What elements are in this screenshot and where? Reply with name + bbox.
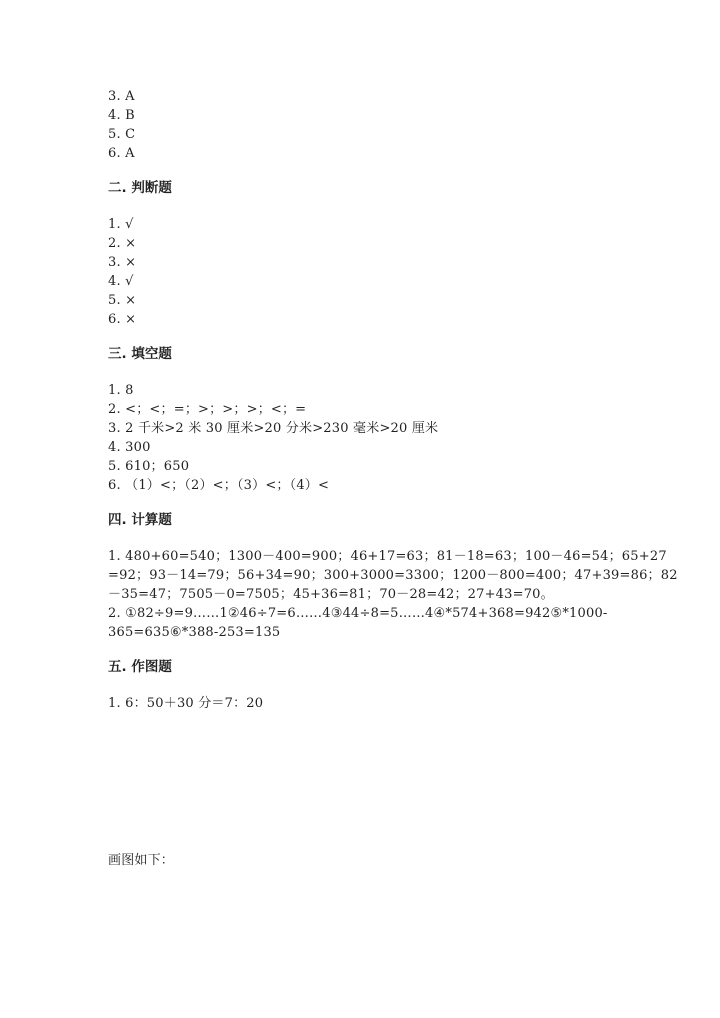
- section5-item-1: 1. 6：50＋30 分＝7：20: [108, 696, 264, 711]
- section3-item-5: 5. 610；650: [108, 459, 190, 474]
- section2-heading: 二. 判断题: [108, 180, 172, 196]
- section3-item-3: 3. 2 千米>2 米 30 厘米>20 分米>230 毫米>20 厘米: [108, 421, 439, 436]
- section3-item-4: 4. 300: [108, 440, 151, 455]
- section2-item-3: 3. ×: [108, 255, 137, 270]
- drawing-note: 画图如下：: [108, 853, 175, 868]
- section3-heading: 三. 填空题: [108, 346, 172, 362]
- section1-item-6: 6. A: [108, 146, 135, 161]
- section4-heading: 四. 计算题: [108, 512, 172, 528]
- section4-line-3: －35=47；7505－0=7505；45+36=81；70－28=42；27+43=70。: [108, 587, 554, 602]
- section5-heading: 五. 作图题: [108, 659, 172, 675]
- section3-item-6: 6. （1）<；（2）<；（3）<；（4）<: [108, 478, 330, 493]
- section2-item-5: 5. ×: [108, 293, 137, 308]
- section4-line-5: 365=635⑥*388-253=135: [108, 625, 281, 640]
- section4-line-2: =92；93－14=79；56+34=90；300+3000=3300；1200－800=400；47+39=86；82: [108, 568, 678, 583]
- section1-item-4: 4. B: [108, 108, 135, 123]
- section4-line-4: 2. ①82÷9=9……1②46÷7=6……4③44÷8=5……4④*574+368=942⑤*1000-: [108, 606, 608, 621]
- section3-item-2: 2. <；<；=；>；>；>；<；=: [108, 402, 307, 417]
- section2-item-6: 6. ×: [108, 312, 137, 327]
- section2-item-1: 1. √: [108, 217, 134, 232]
- section4-line-1: 1. 480+60=540；1300－400=900；46+17=63；81－18=63；100－46=54；65+27: [108, 549, 667, 564]
- section3-item-1: 1. 8: [108, 383, 134, 398]
- section2-item-2: 2. ×: [108, 236, 137, 251]
- section1-item-5: 5. C: [108, 127, 136, 142]
- section1-item-3: 3. A: [108, 89, 135, 104]
- section2-item-4: 4. √: [108, 274, 134, 289]
